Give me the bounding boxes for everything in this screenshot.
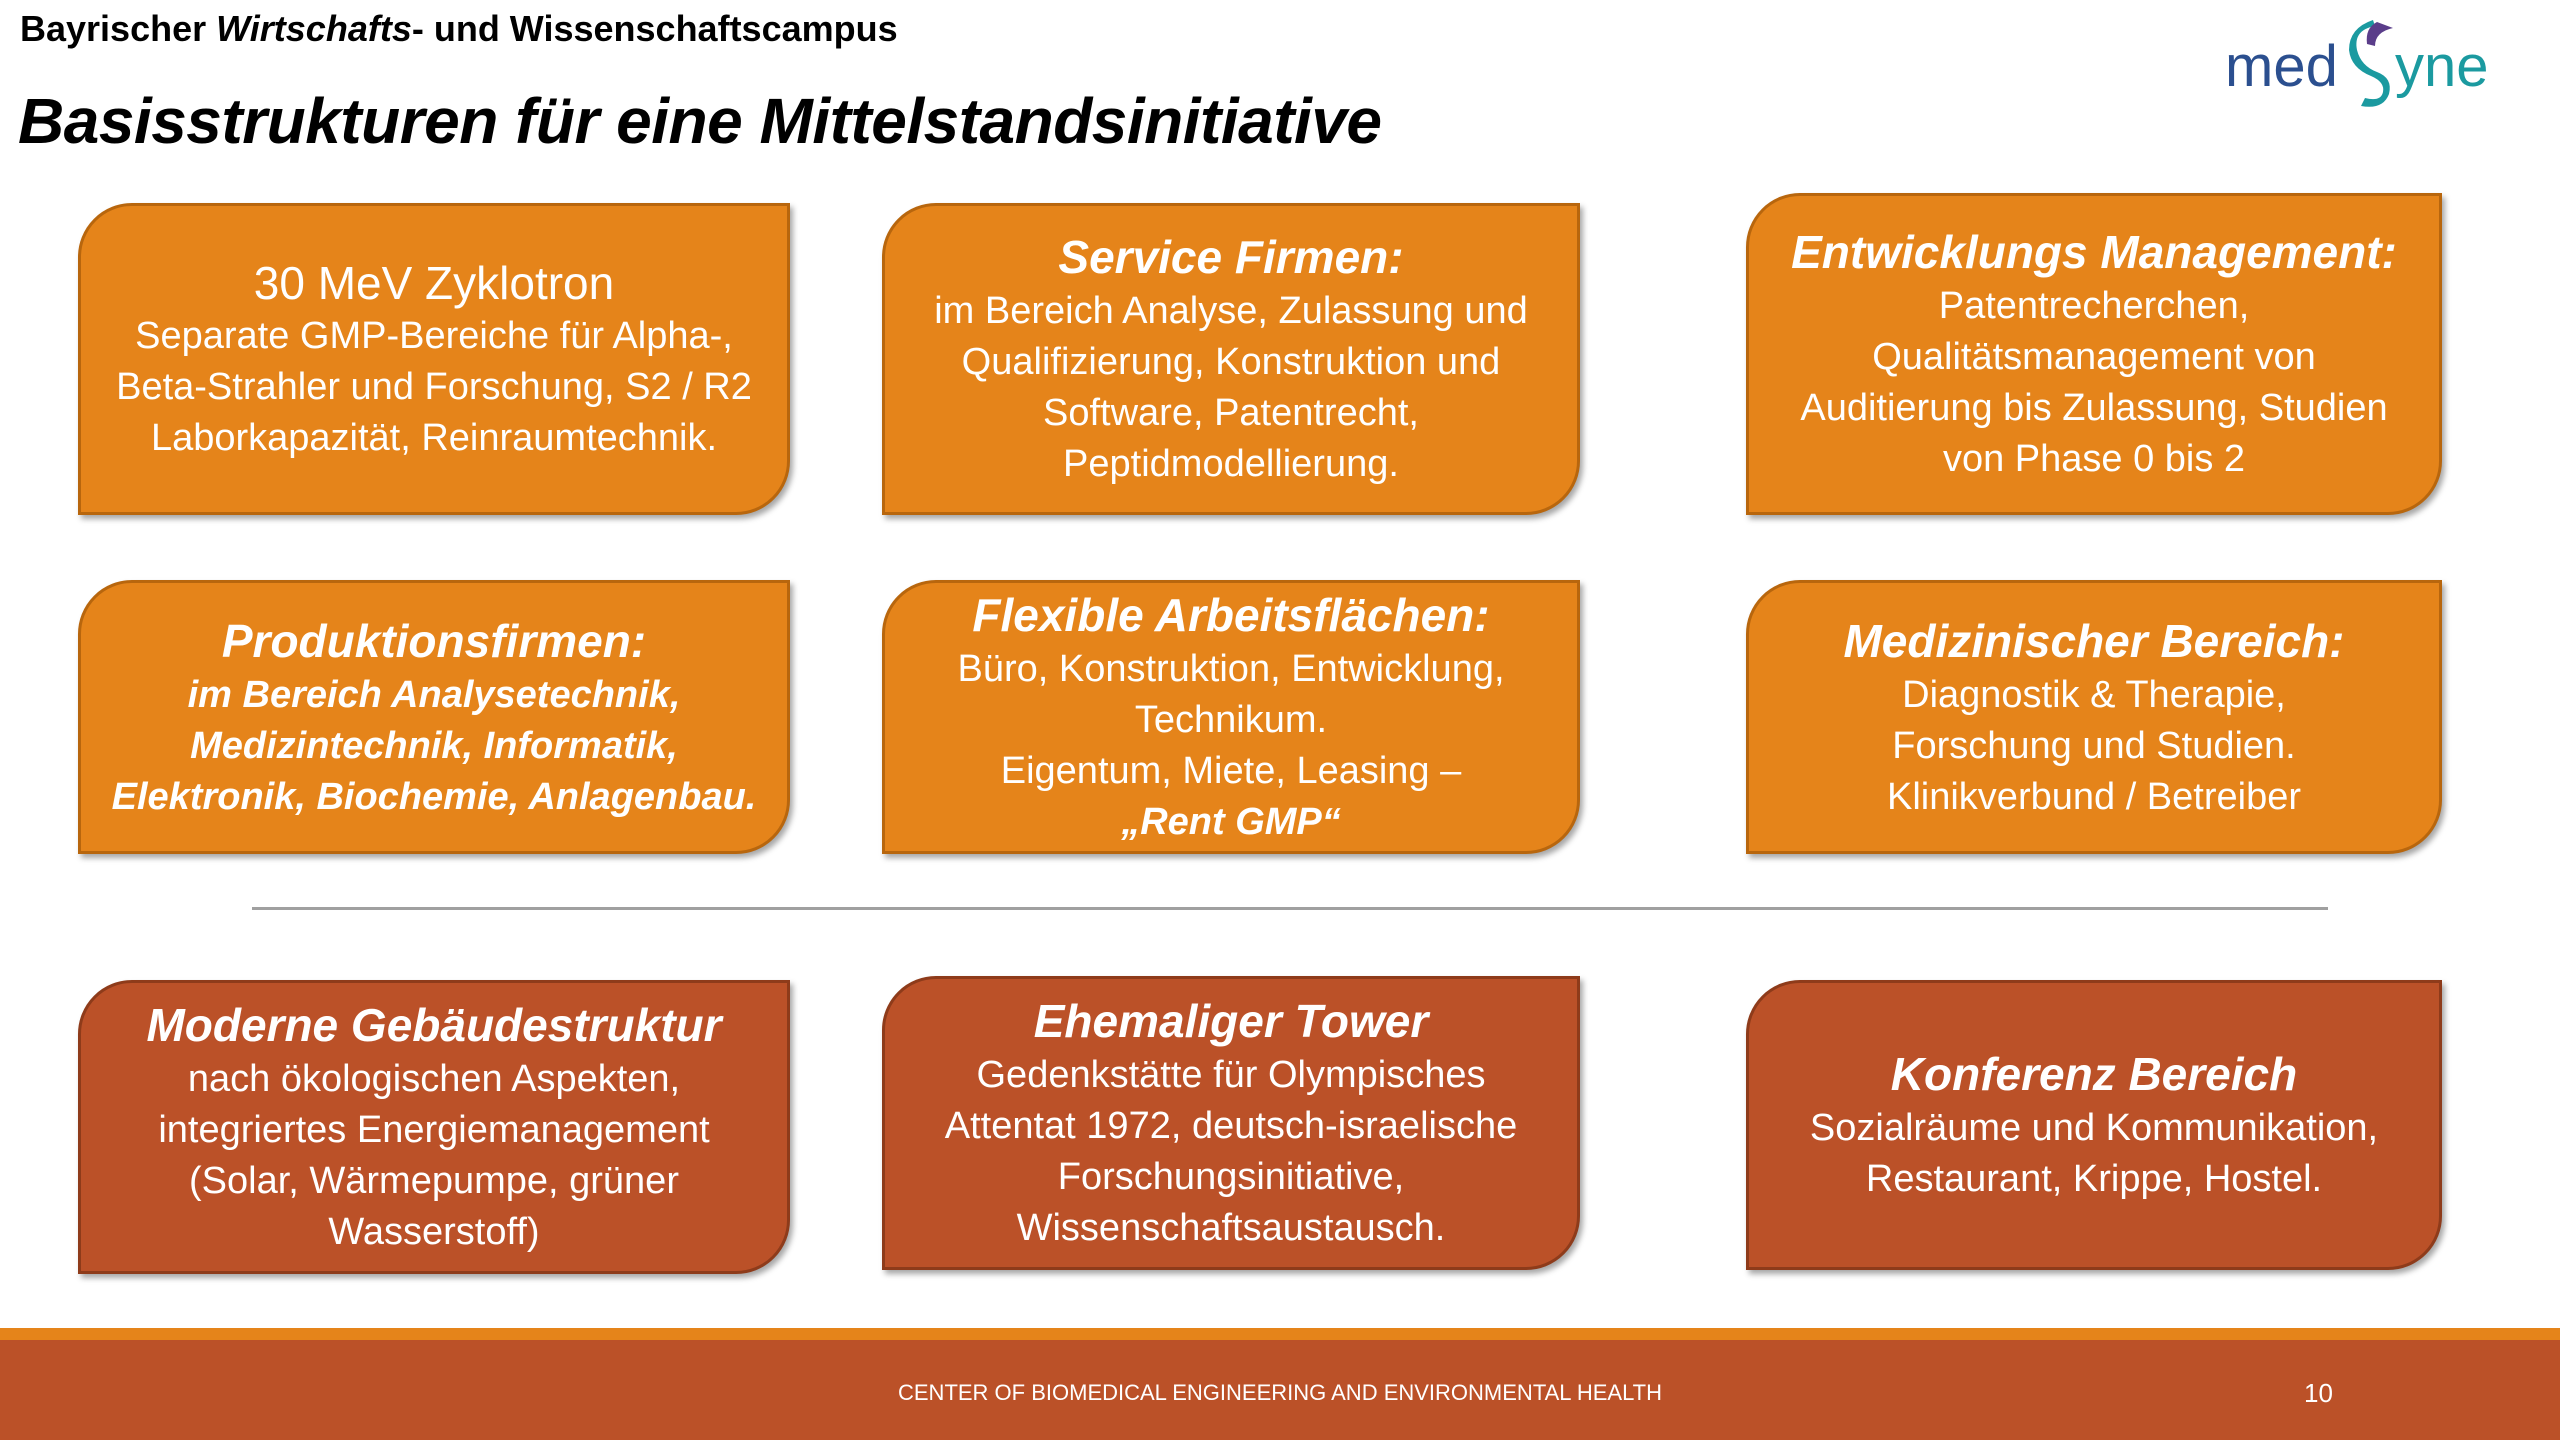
box-tower-line: Forschungsinitiative, xyxy=(1057,1156,1405,1198)
box-entwicklungs-management xyxy=(1746,193,2442,515)
box-flexibel-line: Eigentum, Miete, Leasing – xyxy=(1000,750,1462,792)
box-medizin-line: Forschung und Studien. xyxy=(1892,724,2296,767)
box-medizinischer-bereich xyxy=(1746,580,2442,854)
footer-institution: CENTER OF BIOMEDICAL ENGINEERING AND ENVIRONMENTAL HEALTH xyxy=(898,1380,1662,1405)
box-flexibel-line: Büro, Konstruktion, Entwicklung, xyxy=(957,648,1505,690)
box-entwicklung-line: Auditierung bis Zulassung, Studien xyxy=(1800,387,2388,429)
box-tower-line: Gedenkstätte für Olympisches xyxy=(976,1054,1486,1096)
campus-header-part2: - und Wissenschaftscampus xyxy=(411,8,898,49)
box-entwicklung-heading: Entwicklungs Management: xyxy=(1791,226,2397,278)
page-title: Basisstrukturen für eine Mittelstandsinitiative xyxy=(18,85,1382,157)
box-entwicklung-line: Qualitätsmanagement von xyxy=(1872,336,2316,378)
box-gebaeude-line: nach ökologischen Aspekten, xyxy=(187,1058,681,1100)
box-gebaeude-line: (Solar, Wärmepumpe, grüner xyxy=(189,1160,679,1202)
box-service-line: Peptidmodellierung. xyxy=(1063,443,1399,485)
box-service-firmen xyxy=(882,203,1580,515)
logo-text-med: med xyxy=(2225,34,2338,99)
footer-accent-line xyxy=(0,1328,2560,1340)
box-gebaeudestruktur xyxy=(78,980,790,1274)
box-tower-heading: Ehemaliger Tower xyxy=(1033,995,1429,1047)
box-gebaeude-heading: Moderne Gebäudestruktur xyxy=(146,999,722,1051)
box-konferenz-heading: Konferenz Bereich xyxy=(1890,1048,2298,1100)
box-gebaeude-line: Wasserstoff) xyxy=(328,1211,540,1253)
box-service-heading: Service Firmen: xyxy=(1058,231,1404,283)
box-service-line: Software, Patentrecht, xyxy=(1043,392,1419,434)
box-konferenz-line: Sozialräume und Kommunikation, xyxy=(1809,1107,2379,1149)
box-entwicklung-line: Patentrecherchen, xyxy=(1938,285,2250,327)
box-flexibel-emphasis: „Rent GMP“ xyxy=(1121,801,1341,843)
box-zyklotron-line: Separate GMP-Bereiche für Alpha-, xyxy=(135,314,733,357)
box-produktion-line: Elektronik, Biochemie, Anlagenbau. xyxy=(111,775,757,818)
box-tower-line: Wissenschaftsaustausch. xyxy=(1016,1207,1446,1249)
box-medizin-line: Diagnostik & Therapie, xyxy=(1902,673,2286,716)
campus-header-part1: Bayrischer xyxy=(20,8,217,49)
box-service-line: Qualifizierung, Konstruktion und xyxy=(961,341,1501,383)
campus-header xyxy=(20,8,898,50)
box-tower-line: Attentat 1972, deutsch-israelische xyxy=(944,1105,1518,1147)
box-medizin-line: Klinikverbund / Betreiber xyxy=(1887,775,2301,818)
box-gebaeude-line: integriertes Energiemanagement xyxy=(158,1109,710,1151)
campus-header-italic: Wirtschafts xyxy=(216,8,412,49)
logo-text-yne: yne xyxy=(2395,34,2489,99)
box-flexibel-line: Technikum. xyxy=(1134,699,1328,741)
box-service-line: im Bereich Analyse, Zulassung und xyxy=(934,290,1528,332)
box-flexible-arbeitsflaechen xyxy=(882,580,1580,854)
box-produktionsfirmen xyxy=(78,580,790,854)
box-zyklotron-heading: 30 MeV Zyklotron xyxy=(253,256,615,309)
box-medizin-heading: Medizinischer Bereich: xyxy=(1843,614,2345,667)
box-entwicklung-line: von Phase 0 bis 2 xyxy=(1942,438,2246,480)
box-produktion-line: im Bereich Analysetechnik, xyxy=(187,673,681,716)
page-number: 10 xyxy=(2304,1378,2333,1408)
box-zyklotron-line: Laborkapazität, Reinraumtechnik. xyxy=(150,416,718,459)
box-produktion-heading: Produktionsfirmen: xyxy=(221,614,647,667)
box-zyklotron xyxy=(78,203,790,515)
box-ehemaliger-tower xyxy=(882,976,1580,1270)
box-konferenz-line: Restaurant, Krippe, Hostel. xyxy=(1865,1158,2323,1200)
section-divider xyxy=(252,907,2328,910)
box-produktion-line: Medizintechnik, Informatik, xyxy=(190,724,678,767)
box-flexibel-heading: Flexible Arbeitsflächen: xyxy=(972,589,1490,641)
box-zyklotron-line: Beta-Strahler und Forschung, S2 / R2 xyxy=(116,365,752,408)
box-konferenz-bereich xyxy=(1746,980,2442,1270)
footer-bar xyxy=(0,1340,2560,1440)
medsyne-logo xyxy=(2225,14,2525,114)
